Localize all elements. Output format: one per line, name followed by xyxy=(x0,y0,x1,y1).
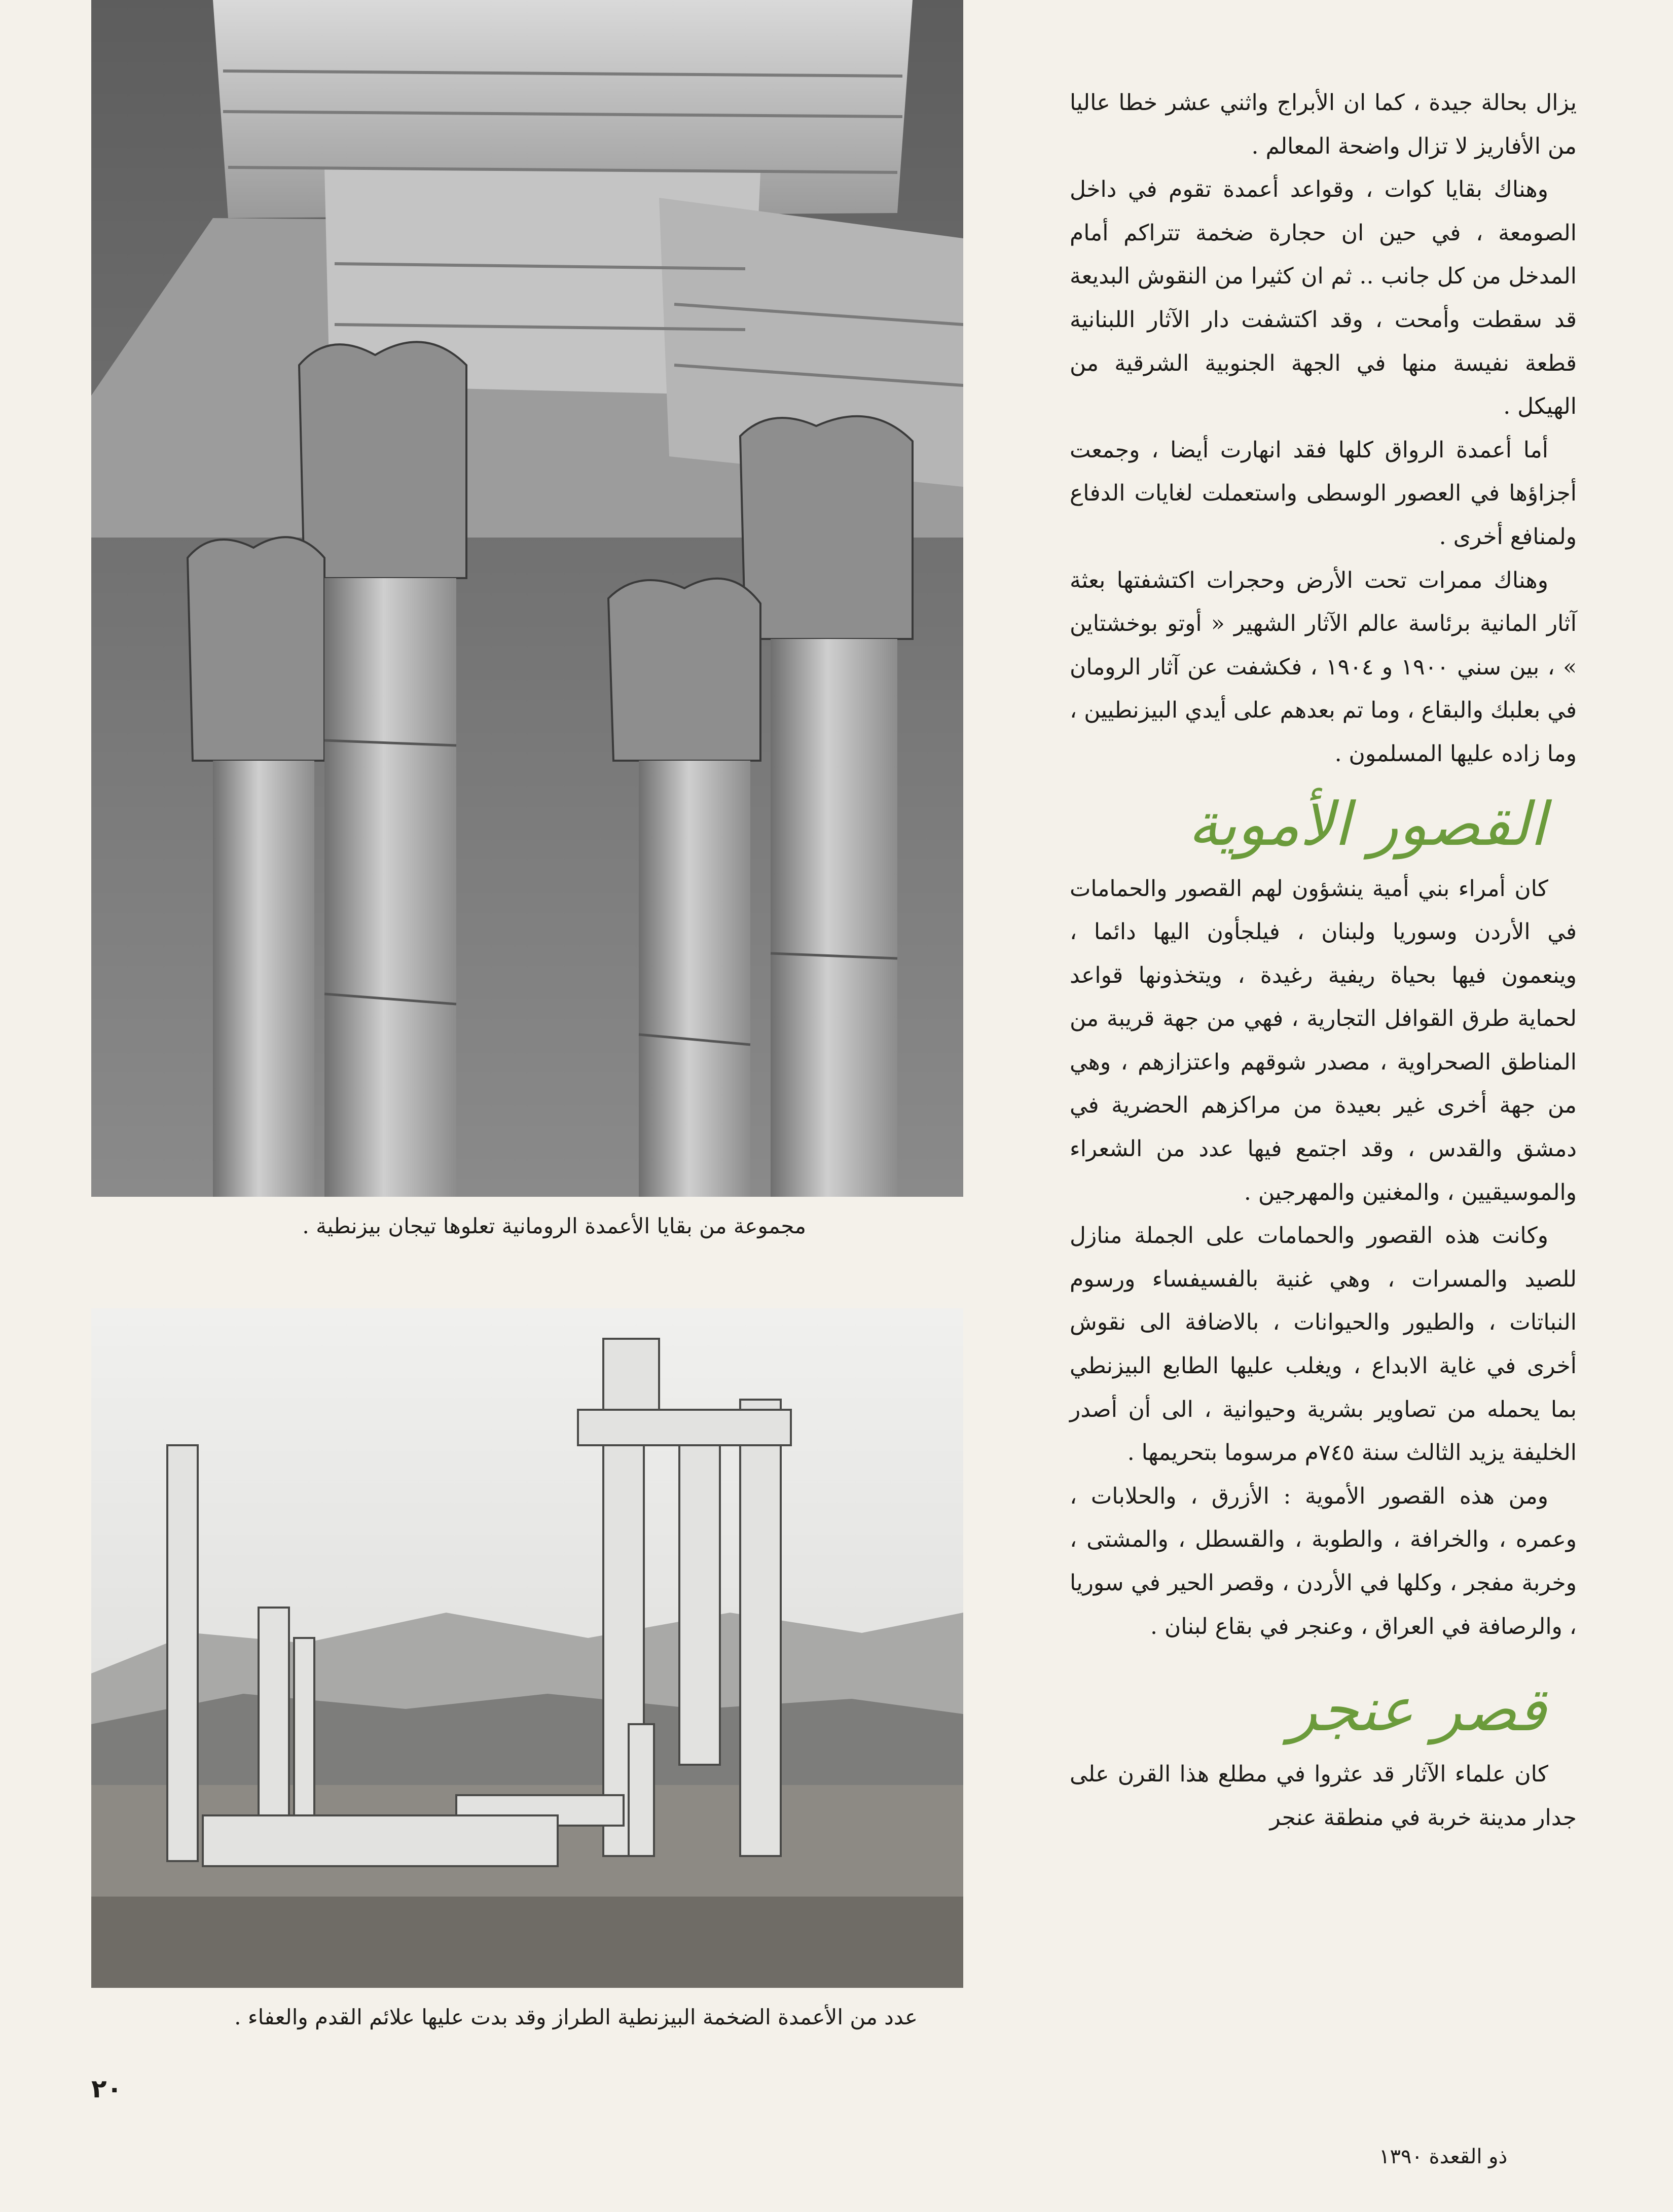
article-paragraph: وكانت هذه القصور والحمامات على الجملة منازل للصيد والمسرات ، وهي غنية بالفسيفساء ورسوم النباتات ، والطيور والحيوانات ، بالاضافة الى نقوش أخرى في غاية الابداع ، ويغلب عليها الطابع البيزنطي بما يحمله من تصاوير بشرية وحيوانية ، الى أن أصدر الخليفة يزيد الثالث سنة ٧٤٥م مرسوما بتحريمها . xyxy=(1070,1223,1577,1466)
article-paragraph: ومن هذه القصور الأموية : الأزرق ، والحلابات ، وعمره ، والخرافة ، والطوبة ، والقسطل ، والمشتى ، وخربة مفجر ، وكلها في الأردن ، وقصر الحير في سوريا ، والرصافة في العراق ، وعنجر في بقاع لبنان . xyxy=(1070,1483,1577,1639)
columns-capitals-photo xyxy=(91,0,963,1197)
ruined-columns-photo-icon xyxy=(91,0,963,1197)
bottom-photo-caption: عدد من الأعمدة الضخمة البيزنطية الطراز وقد بدت عليها علائم القدم والعفاء . xyxy=(234,2005,918,2029)
article-paragraph: كان أمراء بني أمية ينشؤون لهم القصور والحمامات في الأردن وسوريا ولبنان ، فيلجأون اليها دائما ، وينعمون فيها بحياة ريفية رغيدة ، ويتخذونها قواعد لحماية طرق القوافل التجارية ، فهي من جهة قريبة من المناطق الصحراوية ، مصدر شوقهم واعتزازهم ، وهي من جهة أخرى غير بعيدة من مراكزهم الحضرية في دمشق والقدس ، وقد اجتمع فيها عدد من الشعراء والموسيقيين ، والمغنين والمهرجين . xyxy=(1070,875,1577,1205)
article-paragraph: كان علماء الآثار قد عثروا في مطلع هذا القرن على جدار مدينة خربة في منطقة عنجر xyxy=(1070,1761,1577,1831)
article-paragraph: وهناك بقايا كوات ، وقواعد أعمدة تقوم في داخل الصومعة ، في حين ان حجارة ضخمة تتراكم أمام المدخل من كل جانب .. ثم ان كثيرا من النقوش البديعة قد سقطت وأمحت ، وقد اكتشفت دار الآثار اللبنانية قطعة نفيسة منها في الجهة الجنوبية الشرقية من الهيكل . xyxy=(1070,176,1577,420)
top-photo-caption: مجموعة من بقايا الأعمدة الرومانية تعلوها تيجان بيزنطية . xyxy=(302,1214,806,1238)
issue-date: ذو القعدة ١٣٩٠ xyxy=(1379,2145,1508,2168)
columns-landscape-photo-icon xyxy=(91,1308,963,1988)
article-paragraph: أما أعمدة الرواق كلها فقد انهارت أيضا ، وجمعت أجزاؤها في العصور الوسطى واستعملت لغايات الدفاع ولمنافع أخرى . xyxy=(1070,437,1577,550)
section-heading-umayyad-palaces: القصور الأموية xyxy=(1188,789,1546,859)
page-number: ٢٠ xyxy=(91,2074,123,2103)
columns-landscape-photo xyxy=(91,1308,963,1988)
article-paragraph: يزال بحالة جيدة ، كما ان الأبراج واثني عشر خطا عاليا من الأفاريز لا تزال واضحة المعالم . xyxy=(1070,90,1577,159)
article-paragraph: وهناك ممرات تحت الأرض وحجرات اكتشفتها بعثة آثار المانية برئاسة عالم الآثار الشهير « أوتو بوخشتاين » ، بين سني ١٩٠٠ و ١٩٠٤ ، فكشفت عن آثار الرومان في بعلبك والبقاع ، وما تم بعدهم على أيدي البيزنطيين ، وما زاده عليها المسلمون . xyxy=(1070,567,1577,767)
section-heading-anjar-palace: قصر عنجر xyxy=(1288,1674,1546,1745)
article-column xyxy=(1070,81,1577,1839)
